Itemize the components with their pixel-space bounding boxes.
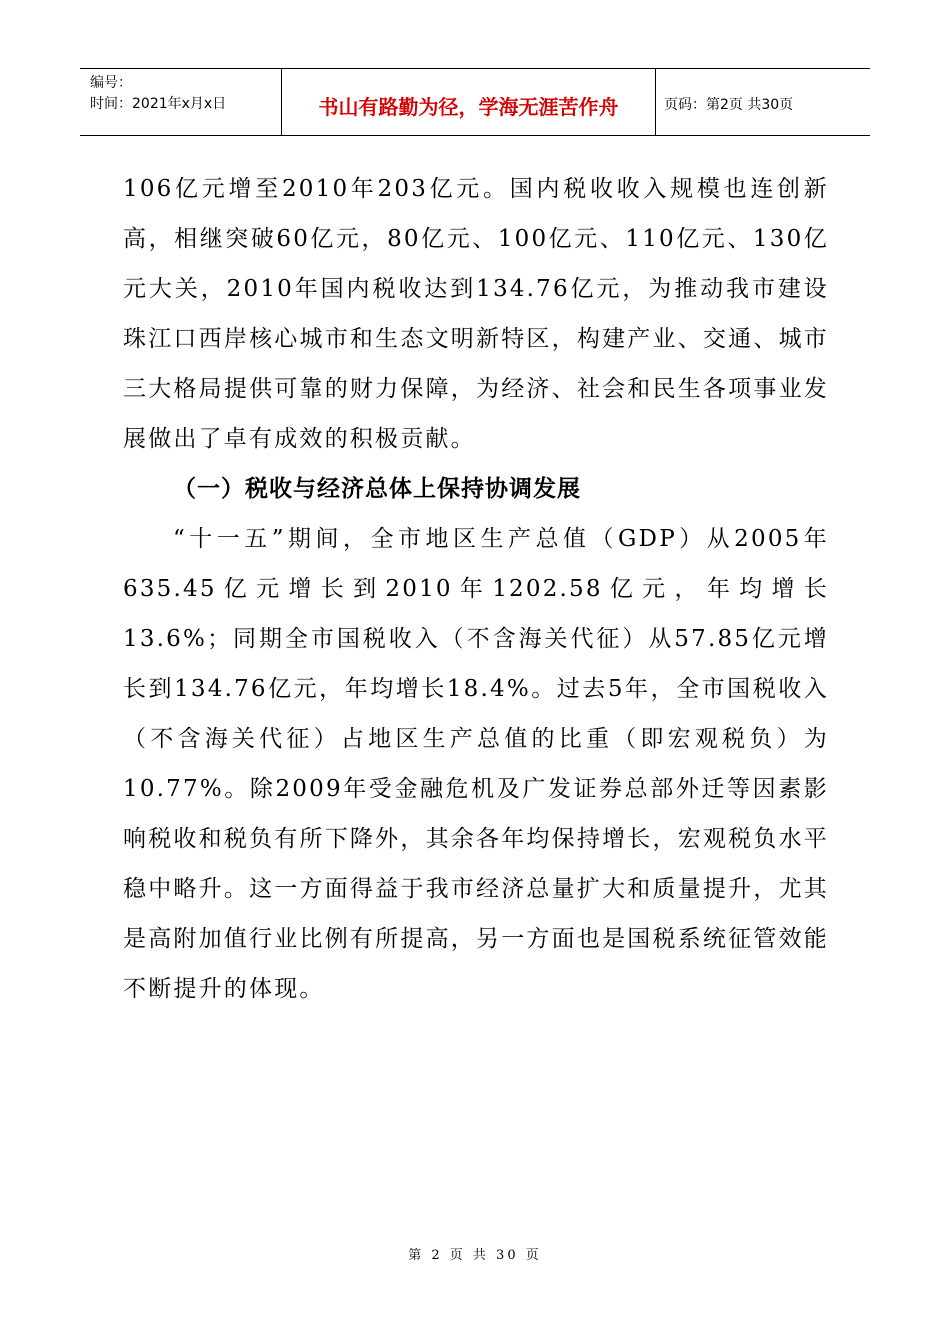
body-paragraph: 106亿元增至2010年203亿元。国内税收收入规模也连创新高，相继突破60亿元，80亿元、100亿元、110亿元、130亿元大关，2010年国内税收达到134.76亿元，为推动我市建设珠江口西岸核心城市和生态文明新特区，构建产业、交通、城市三大格局提供可靠的财力保障，为经济、社会和民生各项事业发展做出了卓有成效的积极贡献。	[123, 176, 829, 452]
document-number-label: 编号：	[90, 75, 132, 91]
header-motto: 书山有路勤为径，学海无涯苦作舟	[282, 69, 656, 135]
section-heading: （一）税收与经济总体上保持协调发展	[173, 476, 581, 502]
body-paragraph: “十一五”期间，全市地区生产总值（GDP）从2005年635.45亿元增长到2010年1202.58亿元，年均增长13.6%；同期全市国税收入（不含海关代征）从57.85亿元增长到134.76亿元，年均增长18.4%。过去5年，全市国税收入（不含海关代征）占地区生产总值的比重（即宏观税负）为10.77%。除2009年受金融危机及广发证券总部外迁等因素影响税收和税负有所下降外，其余各年均保持增长，宏观税负水平稳中略升。这一方面得益于我市经济总量扩大和质量提升，尤其是高附加值行业比例有所提高，另一方面也是国税系统征管效能不断提升的体现。	[123, 526, 829, 1002]
header-page-info: 页码：第2页 共30页	[664, 97, 794, 113]
page-footer: 第 2 页 共 30 页	[408, 1248, 542, 1263]
document-body	[123, 164, 829, 1014]
document-time-label: 时间：2021年x月x日	[90, 96, 227, 112]
page-header	[80, 68, 870, 136]
header-meta	[80, 69, 282, 135]
